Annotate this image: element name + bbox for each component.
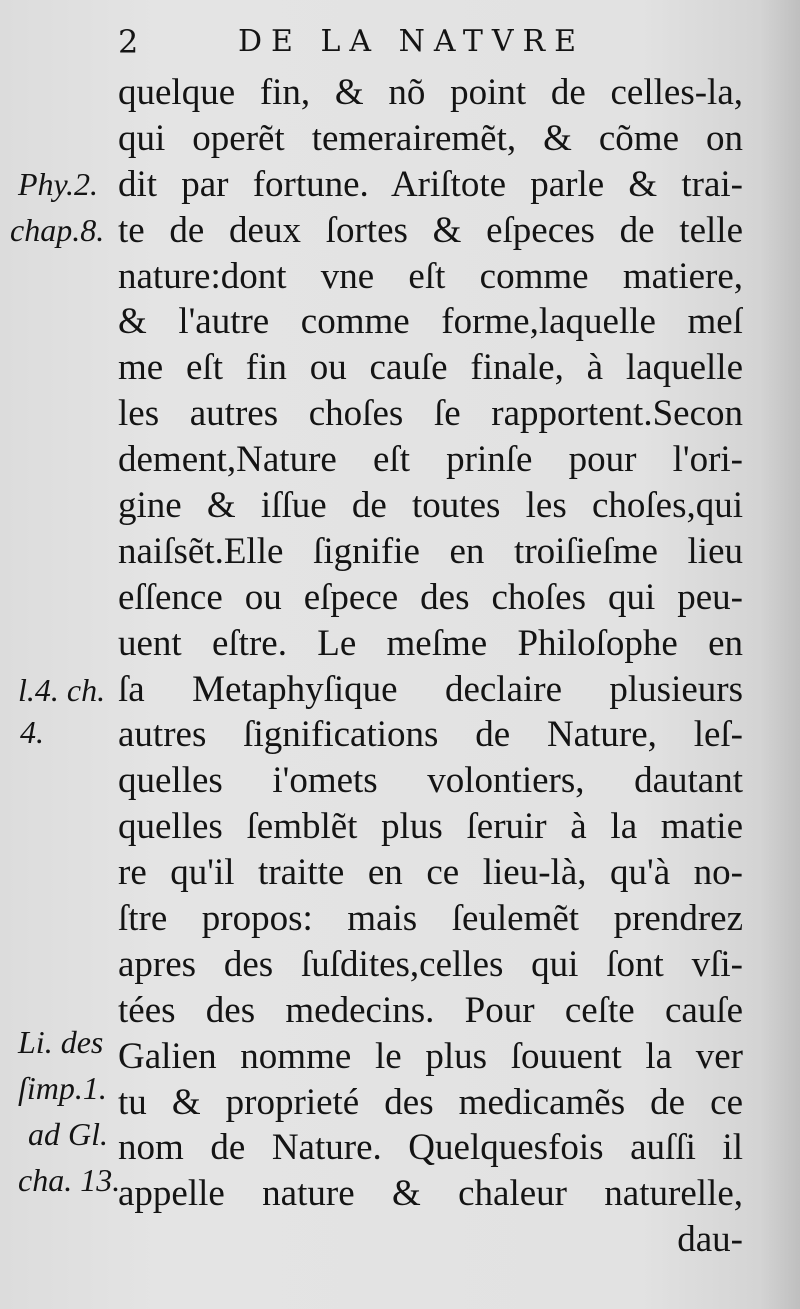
body-text [118, 70, 743, 1263]
text-line: gine & iſſue de toutes les choſes,qui [118, 485, 743, 527]
text-line: autres ſignifications de Nature, leſ- [118, 714, 743, 756]
text-line: apres des ſuſdites,celles qui ſont vſi- [118, 943, 743, 985]
margin-note: Phy.2. [18, 166, 98, 202]
running-title: DE LA NATVRE [238, 24, 586, 59]
text-line: nom de Nature. Quelquesfois auſſi il [118, 1127, 743, 1169]
text-line: ſtre propos: mais ſeulemẽt prendrez [118, 898, 743, 940]
margin-note: ad Gl. [28, 1116, 108, 1152]
text-line: Galien nomme le plus ſouuent la ver [118, 1035, 743, 1077]
running-header [110, 22, 630, 62]
text-line: uent eſtre. Le meſme Philoſophe en [118, 622, 743, 664]
text-line: ſa Metaphyſique declaire plusieurs [118, 668, 743, 710]
text-line: me eſt fin ou cauſe finale, à laquelle [118, 347, 743, 389]
text-line: dement,Nature eſt prinſe pour l'ori- [118, 439, 743, 481]
text-line: re qu'il traitte en ce lieu-là, qu'à no- [118, 852, 743, 894]
page-number: 2 [118, 23, 139, 61]
margin-note: chap.8. [10, 212, 105, 248]
text-line: nature:dont vne eſt comme matiere, [118, 255, 743, 297]
text-line: les autres choſes ſe rapportent.Secon [118, 393, 743, 435]
text-line: quelque fin, & nõ point de celles-la, [118, 72, 743, 113]
text-line: dit par fortune. Ariſtote parle & trai- [118, 163, 743, 205]
text-line: te de deux ſortes & eſpeces de telle [118, 209, 743, 251]
margin-note: cha. 13. [18, 1162, 121, 1198]
margin-note: Li. des [18, 1024, 104, 1060]
text-line: appelle nature & chaleur naturelle, [118, 1173, 743, 1215]
text-line: eſſence ou eſpece des choſes qui peu- [118, 576, 743, 618]
text-line: quelles ſemblẽt plus ſeruir à la matie [118, 806, 743, 848]
text-line: qui operẽt temerairemẽt, & cõme on [118, 117, 743, 159]
margin-note: 4. [20, 714, 44, 750]
text-line: naiſsẽt.Elle ſignifie en troiſieſme lieu [118, 530, 743, 572]
margin-note: ſimp.1. [18, 1070, 107, 1106]
catchword: dau- [677, 1219, 743, 1261]
text-line: quelles i'omets volontiers, dautant [118, 760, 743, 802]
text-line: tu & proprieté des medicamẽs de ce [118, 1081, 743, 1123]
text-line: & l'autre comme forme,laquelle meſ [118, 301, 743, 343]
page-edge-shadow [760, 0, 800, 1309]
margin-note: l.4. ch. [18, 672, 106, 708]
text-line: tées des medecins. Pour ceſte cauſe [118, 989, 743, 1031]
